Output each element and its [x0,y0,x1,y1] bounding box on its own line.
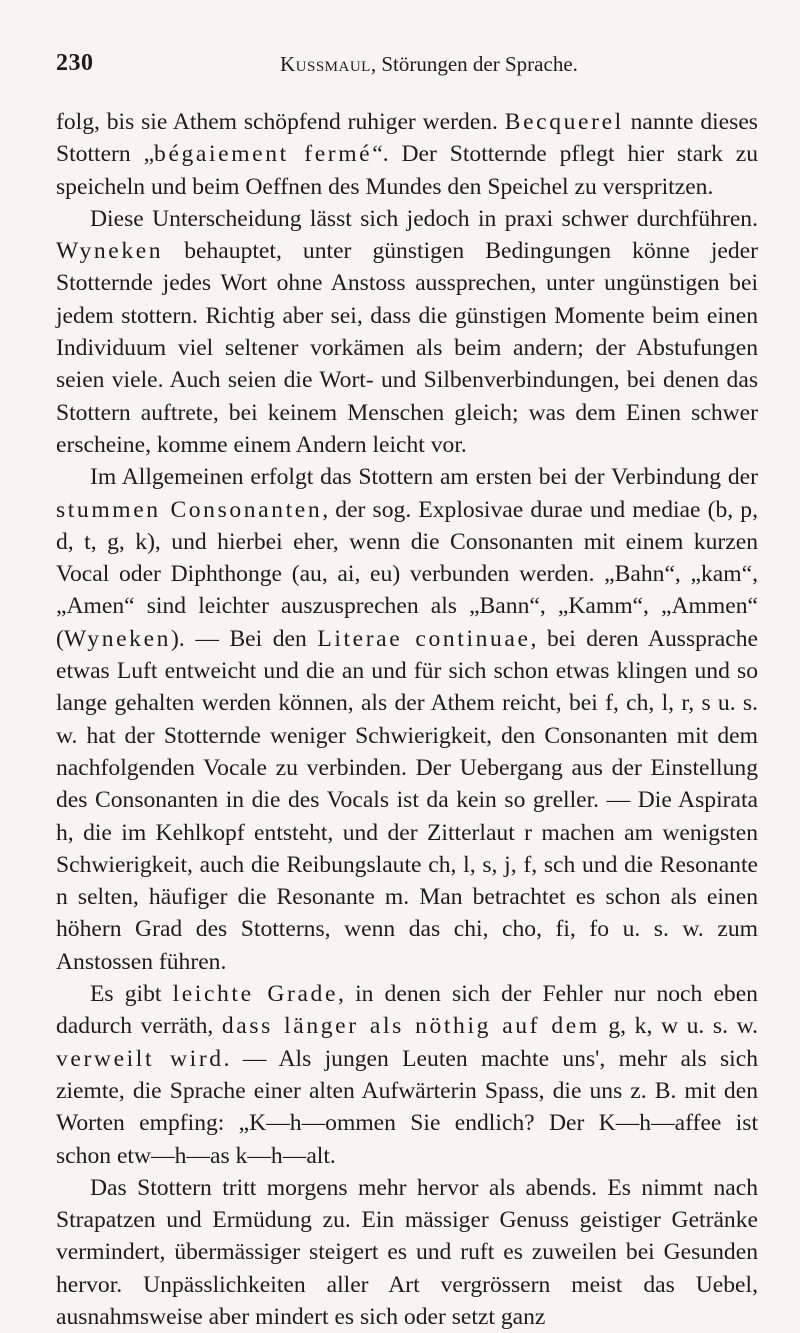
paragraph [56,461,758,978]
paragraph [56,203,758,461]
spaced-emphasis-text: stummen Consonanten [56,496,323,523]
text-segment: nannte dieses Stottern „ [56,109,758,168]
paragraph [56,1172,758,1333]
body-text [56,106,758,1333]
text-segment: Es gibt [90,981,173,1008]
text-segment: folg, bis sie Athem schöpfend ruhiger werden. [56,109,505,135]
paragraph [56,978,758,1172]
running-head [280,52,578,77]
text-segment: Im Allgemeinen erfolgt das Stottern am ersten bei der Verbindung der [90,464,758,491]
text-segment: Das Stottern tritt morgens mehr hervor als abends. Es nimmt nach Strapatzen und Ermüdung zu. Ein mässiger Genuss geistiger Getränke vermindert, übermässiger steigert es und ruft es zuweilen bei Gesunden hervor. Unpässlichkeiten aller Art vergrössern meist das Uebel, ausnahmsweise aber mindert es sich oder setzt ganz [56,1174,758,1330]
spaced-emphasis-text: Wyneken [63,625,172,652]
text-segment: , der sog. Explosivae durae und mediae (b, p, d, t, g, k), und hierbei eher, wenn die Consonanten mit einem kurzen Vocal oder Diphthonge (au, ai, eu) verbunden werden. „Bahn“, „kam“, „Amen“ sind leichter auszusprechen als „Bann“, „Kamm“, „Ammen“ ( [56,496,758,652]
spaced-emphasis-text: Becquerel [504,109,624,135]
paragraph [56,106,758,203]
running-head-author: Kussmaul [280,52,371,76]
text-segment: . — Als jungen Leuten machte uns', mehr als sich ziemte, die Sprache einer alten Aufwärterin Spass, die uns z. B. mit den Worten empfing: „K—h—ommen Sie endlich? Der K—h—affee ist schon etw—h—as k—h—alt. [56,1045,758,1169]
text-segment: Diese Unterscheidung lässt sich jedoch in praxi schwer durchführen. [90,205,758,232]
spaced-emphasis-text: Wyneken [56,238,164,265]
spaced-emphasis-text: Literae continuae [317,625,531,652]
page-header [56,50,756,84]
spaced-emphasis-text: leichte Grade [172,981,339,1008]
text-segment: , bei deren Aussprache etwas Luft entweicht und die an und für sich schon etwas klingen und so lange gehalten werden können, als der Athem reicht, bei f, ch, l, r, s u. s. w. hat der Stotternde weniger Schwierigkeit, den Consonanten mit dem nachfolgenden Vocale zu verbinden. Der Uebergang aus der Einstellung des Consonanten in die des Vocals ist da kein so greller. — Die Aspirata h, die im Kehlkopf entsteht, und der Zitterlaut r machen am wenigsten Schwierigkeit, auch die Reibungslaute ch, l, s, j, f, sch und die Resonante n selten, häufiger die Resonante m. Man betrachtet es schon als einen höhern Grad des Stotterns, wenn das chi, cho, fi, fo u. s. w. zum Anstossen führen. [56,625,758,975]
text-segment: behauptet, unter günstigen Bedingungen könne jeder Stotternde jedes Wort ohne Anstoss aussprechen, unter ungünstigen bei jedem stottern. Richtig aber sei, dass die günstigen Momente beim einen Individuum viel seltener vorkämen als beim andern; der Abstufungen seien viele. Auch seien die Wort- und Silbenverbindungen, bei denen das Stottern auftrete, bei keinem Menschen gleich; was dem Einen schwer erscheine, komme einem Andern leicht vor. [56,238,758,458]
running-head-title: , Störungen der Sprache. [370,52,578,76]
spaced-emphasis-text: dass länger als nöthig auf dem [221,1013,600,1040]
spaced-emphasis-text: verweilt wird [56,1045,224,1072]
text-segment: ). — Bei den [171,625,318,652]
spaced-emphasis-text: bégaiement fermé [154,141,373,168]
page-number: 230 [56,50,94,76]
text-segment: , in denen sich der Fehler nur noch eben dadurch verräth, [56,981,758,1040]
text-segment: g, k, w u. s. w. [599,1013,758,1040]
text-segment: “. Der Stotternde pflegt hier stark zu speicheln und beim Oeffnen des Mundes den Speichel zu verspritzen. [56,141,758,200]
